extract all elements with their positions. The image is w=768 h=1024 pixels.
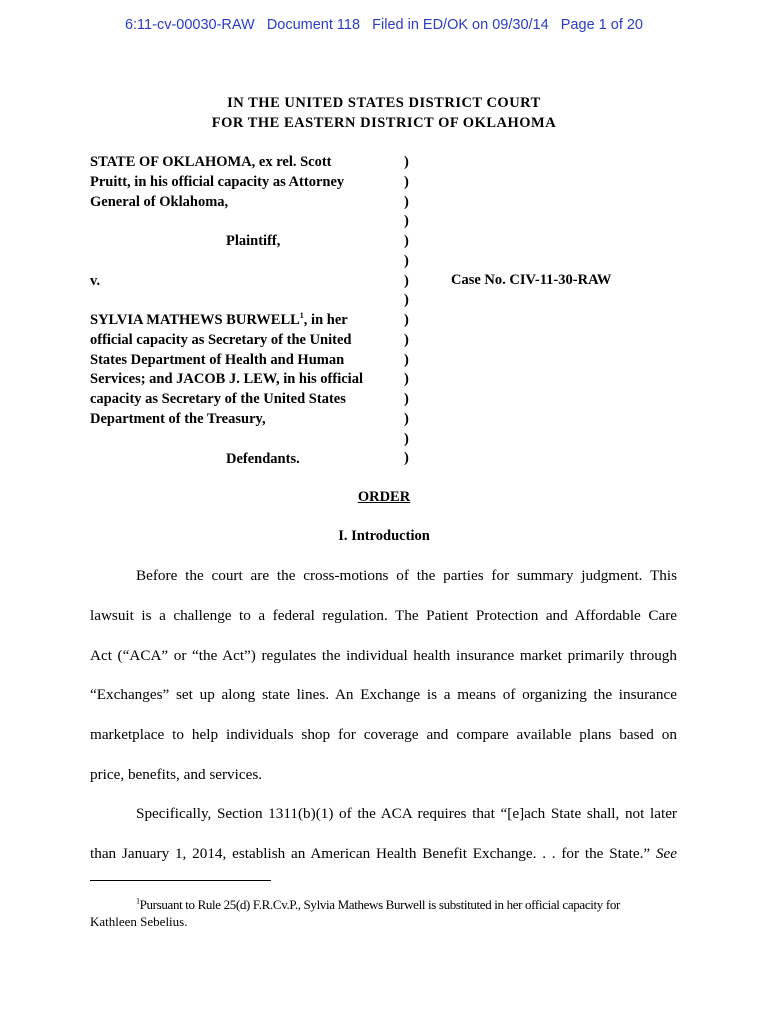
defendant-label: Defendants. [226, 451, 300, 467]
body-line: Act (“ACA” or “the Act”) regulates the individual health insurance market primarily through [90, 647, 677, 664]
footnote-separator [90, 880, 271, 881]
bracket: ) [404, 351, 409, 368]
versus: v. [90, 273, 101, 289]
defendant-line: official capacity as Secretary of the United [90, 332, 352, 348]
footnote-text: Pursuant to Rule 25(d) F.R.Cv.P., Sylvia Mathews Burwell is substituted in her official capacity for [139, 897, 620, 912]
bracket: ) [404, 292, 409, 309]
bracket: ) [404, 371, 409, 388]
bracket: ) [404, 331, 409, 348]
plaintiff-line: General of Oklahoma, [90, 194, 229, 210]
bracket: ) [404, 272, 409, 289]
footnote-number: 1 [136, 896, 140, 906]
bracket: ) [404, 213, 409, 230]
section-title: I. Introduction [338, 528, 430, 544]
footnote-line: Kathleen Sebelius. [90, 914, 188, 929]
bracket: ) [404, 410, 409, 427]
plaintiff-label: Plaintiff, [226, 233, 281, 249]
defendant-line: Department of the Treasury, [90, 411, 266, 427]
document-number: Document 118 [266, 17, 361, 33]
order-title [0, 489, 768, 506]
see-signal: See [655, 845, 677, 862]
body-line: marketplace to help individuals shop for coverage and compare available plans based on [90, 726, 677, 743]
bracket: ) [404, 233, 409, 249]
footnote-mark: 1 [299, 311, 304, 321]
defendant-line-rest: , in her [303, 312, 348, 328]
defendant-line: Services; and JACOB J. LEW, in his official [90, 371, 363, 387]
body-line: “Exchanges” set up along state lines. An Exchange is a means of organizing the insurance [90, 686, 677, 703]
court-title-line2: FOR THE EASTERN DISTRICT OF OKLAHOMA [211, 115, 557, 131]
bracket: ) [404, 173, 409, 190]
bracket: ) [404, 391, 409, 407]
filing-header [0, 17, 768, 33]
plaintiff-line: Pruitt, in his official capacity as Attorney [90, 174, 345, 190]
case-ref: 6:11-cv-00030-RAW [124, 17, 255, 33]
bracket: ) [404, 312, 409, 328]
case-number: Case No. CIV-11-30-RAW [451, 272, 612, 288]
defendant-line: capacity as Secretary of the United States [90, 391, 346, 407]
footnote [90, 896, 678, 930]
order-title-text: ORDER [357, 489, 411, 505]
defendant-name: SYLVIA MATHEWS BURWELL [90, 312, 300, 328]
caption-bracket-column [404, 153, 409, 469]
bracket: ) [404, 430, 409, 447]
defendant-line [90, 311, 400, 331]
body-line [90, 845, 677, 863]
body-line: Specifically, Section 1311(b)(1) of the ACA requires that “[e]ach State shall, not later [136, 805, 677, 822]
court-title-line1: IN THE UNITED STATES DISTRICT COURT [227, 95, 541, 111]
footnote-line [90, 896, 678, 913]
defendant-line: States Department of Health and Human [90, 352, 345, 368]
body-line-text: than January 1, 2014, establish an American Health Benefit Exchange. . . for the State.” [90, 845, 651, 862]
plaintiff-line: STATE OF OKLAHOMA, ex rel. Scott [90, 154, 332, 170]
bracket: ) [404, 450, 409, 467]
bracket: ) [404, 193, 409, 210]
body-line: Before the court are the cross-motions of the parties for summary judgment. This [136, 567, 677, 584]
bracket: ) [404, 252, 409, 269]
bracket: ) [404, 154, 409, 170]
body-line: lawsuit is a challenge to a federal regulation. The Patient Protection and Affordable Care [90, 607, 677, 624]
page-number: Page 1 of 20 [560, 17, 644, 33]
body-line: price, benefits, and services. [90, 766, 263, 783]
filed-date: Filed in ED/OK on 09/30/14 [372, 17, 549, 33]
